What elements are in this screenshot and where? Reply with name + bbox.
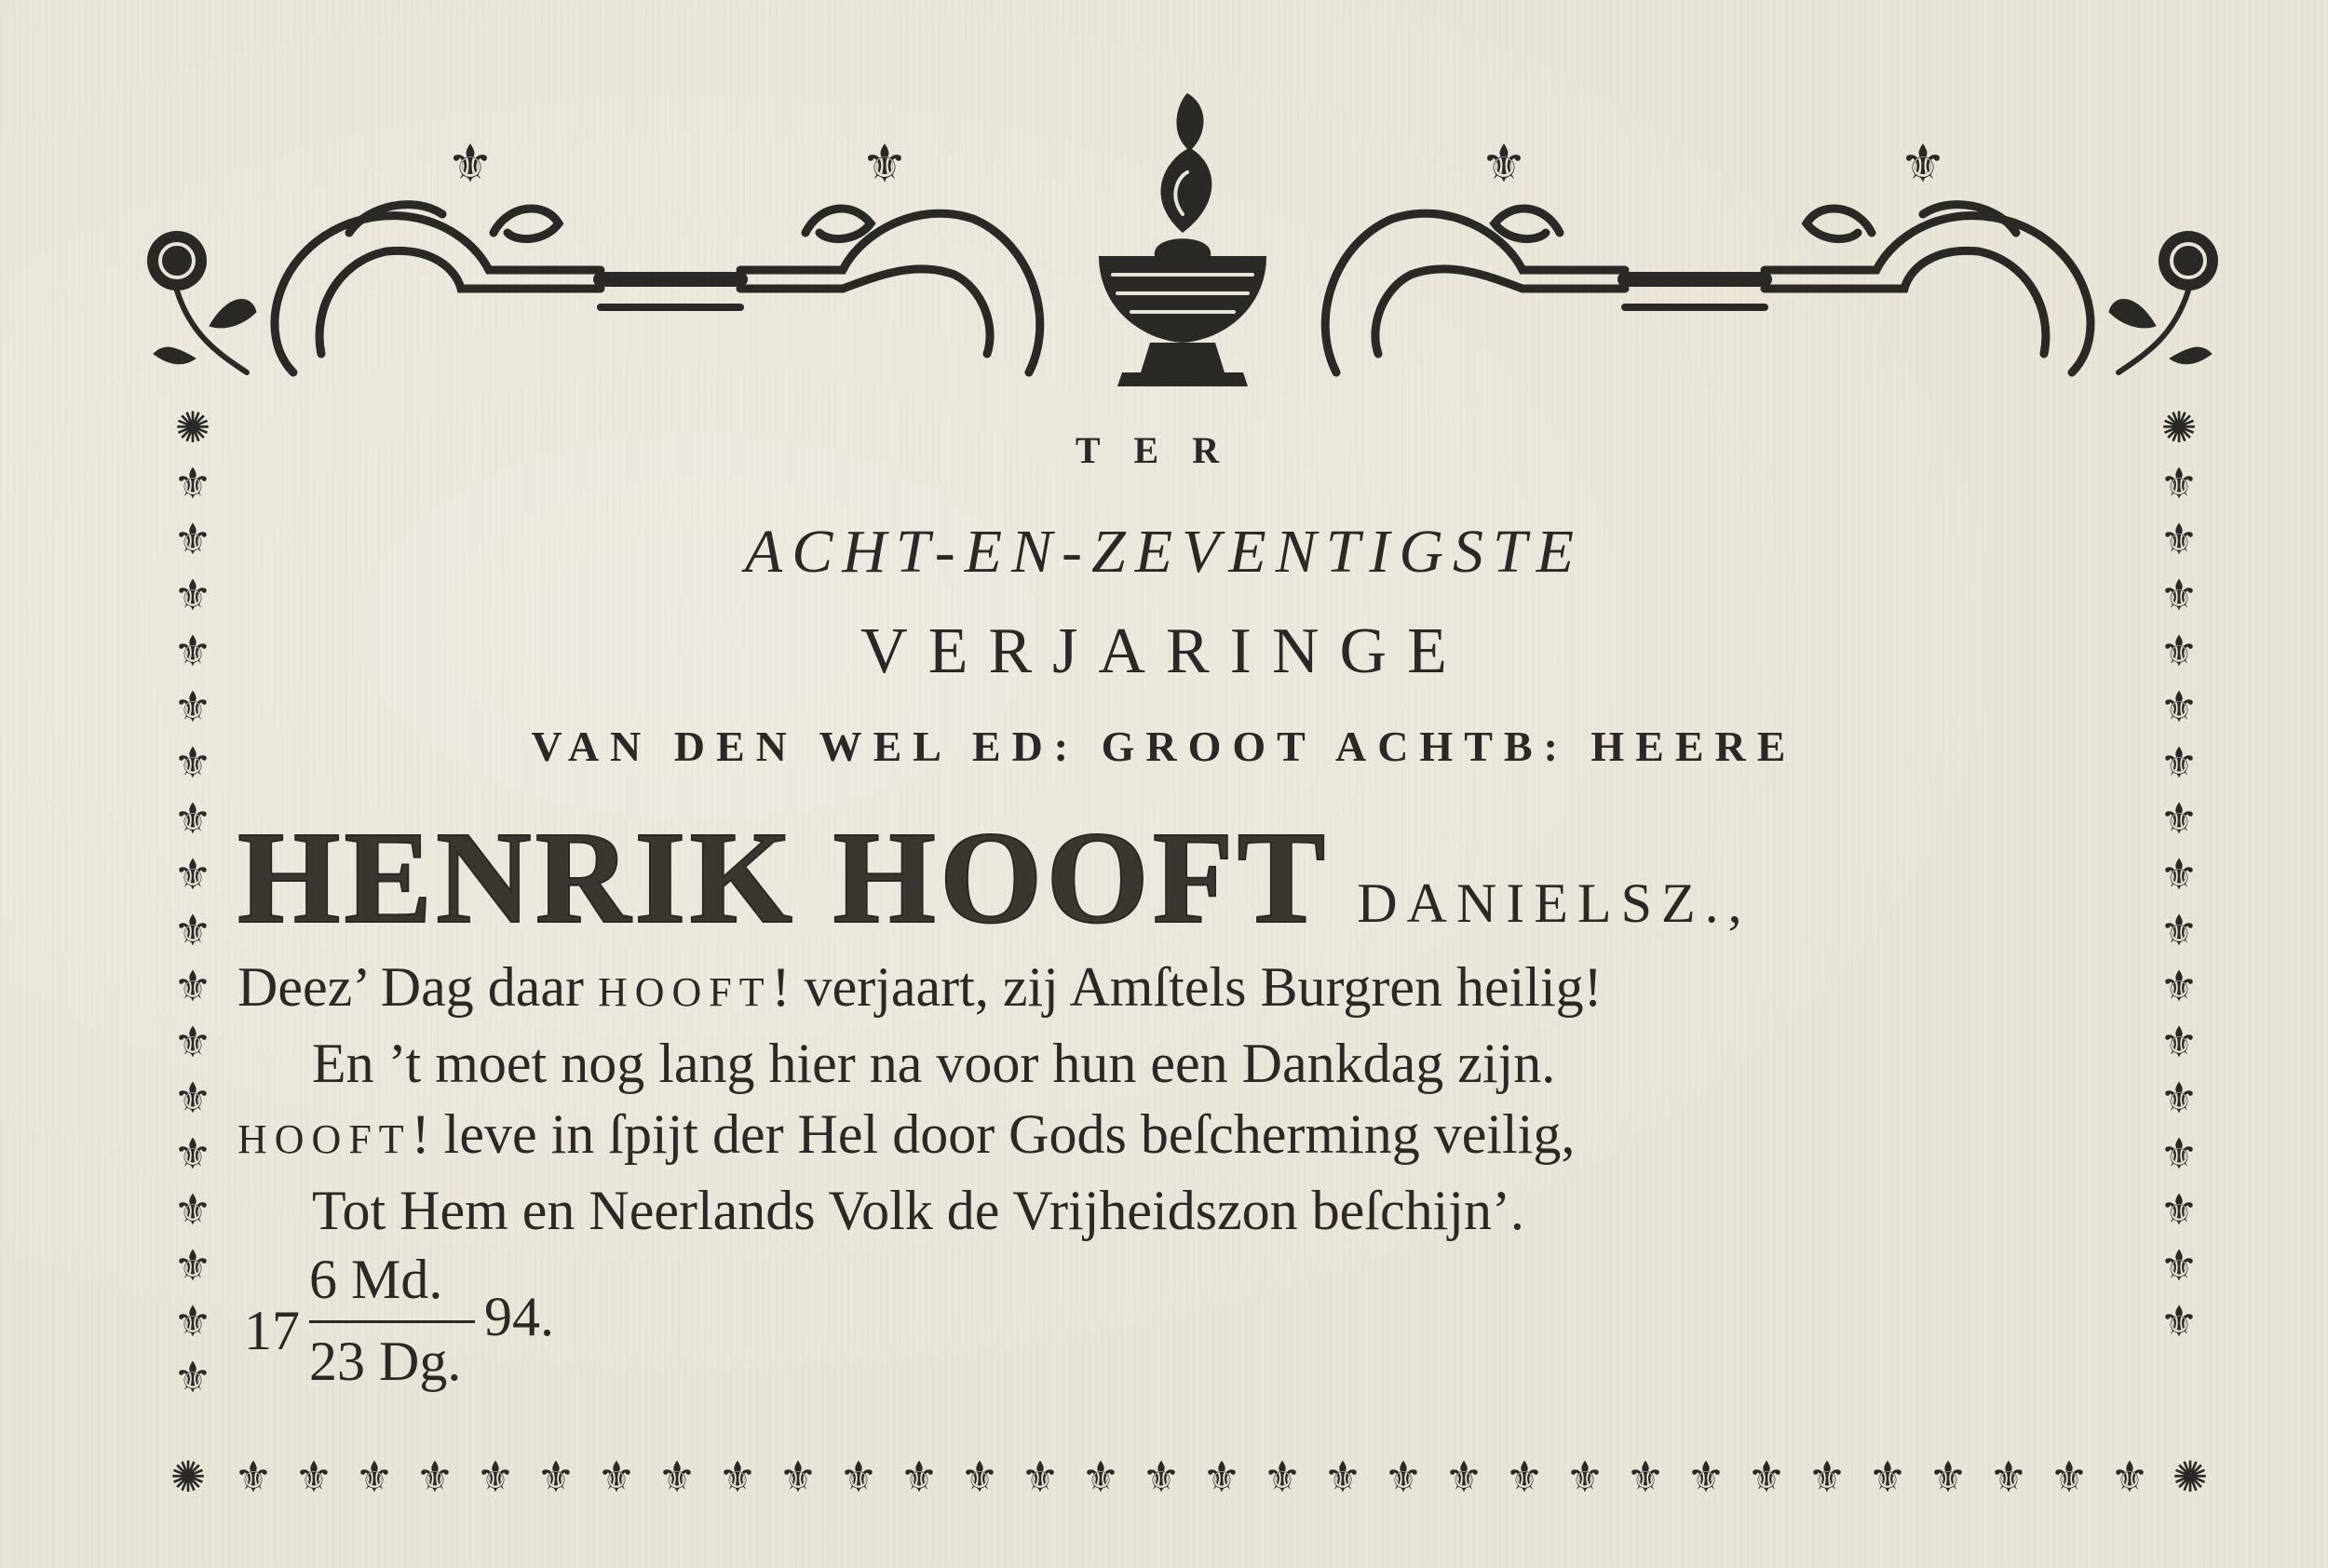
svg-text:⚜: ⚜ [1263,1452,1302,1502]
border-bottom [151,1434,2227,1518]
heading-title: VERJARINGE [860,615,1468,687]
svg-text:⚜: ⚜ [415,1452,454,1502]
svg-text:⚜: ⚜ [1021,1452,1060,1502]
fleur-de-lis-icon: ⚜ [446,134,494,195]
svg-text:⚜: ⚜ [1081,1452,1120,1502]
svg-text:⚜: ⚜ [1142,1452,1181,1502]
svg-text:⚜: ⚜ [2159,1017,2199,1067]
fleur-de-lis-icon: ⚜ [1480,134,1528,195]
heading-honorific: VAN DEN WEL ED: GROOT ACHTB: HEERE [531,723,1797,770]
svg-text:⚜: ⚜ [2159,458,2199,508]
person-name: HENRIK HOOFT [237,804,1330,951]
svg-text:⚜: ⚜ [1202,1452,1241,1502]
poem-line-4: Tot Hem en Neerlands Volk de Vrijheidszon beſchijn’. [312,1180,1524,1241]
date-month: 6 Md. [309,1249,443,1310]
poem [237,952,2137,1246]
svg-text:⚜: ⚜ [476,1452,515,1502]
svg-text:⚜: ⚜ [2110,1452,2149,1502]
svg-text:⚜: ⚜ [173,1073,212,1123]
svg-text:⚜: ⚜ [2159,514,2199,564]
svg-text:⚜: ⚜ [355,1452,394,1502]
svg-text:⚜: ⚜ [173,1240,212,1291]
svg-text:⚜: ⚜ [1626,1452,1665,1502]
poem-line-3: HOOFT! leve in ſpijt der Hel door Gods beſcherming veilig, [237,1103,1576,1165]
svg-text:⚜: ⚜ [2159,1073,2199,1123]
svg-text:⚜: ⚜ [536,1452,575,1502]
svg-text:⚜: ⚜ [778,1452,818,1502]
svg-text:⚜: ⚜ [173,458,212,508]
svg-text:⚜: ⚜ [173,737,212,788]
svg-text:⚜: ⚜ [2159,737,2199,788]
svg-text:⚜: ⚜ [597,1452,636,1502]
poem-line-1: Deez’ Dag daar HOOFT! verjaart, zij Amſtels Burgren heilig! [237,956,1603,1018]
svg-text:⚜: ⚜ [294,1452,333,1502]
svg-text:⚜: ⚜ [1686,1452,1726,1502]
heading-ter: TER [1075,429,1253,471]
svg-text:⚜: ⚜ [1505,1452,1544,1502]
rose-ornament-left [147,231,256,372]
svg-text:⚜: ⚜ [1807,1452,1847,1502]
svg-text:⚜: ⚜ [1444,1452,1483,1502]
svg-text:⚜: ⚜ [2159,682,2199,732]
svg-text:⚜: ⚜ [173,793,212,844]
svg-text:⚜: ⚜ [173,626,212,676]
svg-text:⚜: ⚜ [900,1452,939,1502]
svg-text:⚜: ⚜ [718,1452,757,1502]
svg-text:⚜: ⚜ [234,1452,273,1502]
svg-text:⚜: ⚜ [1384,1452,1423,1502]
rosette-icon: ✺ [174,402,211,453]
date-year-right: 94. [484,1286,554,1347]
date-divider [309,1320,475,1323]
svg-text:⚜: ⚜ [2159,793,2199,844]
urn-ornament [1099,93,1266,386]
svg-text:⚜: ⚜ [657,1452,697,1502]
svg-text:⚜: ⚜ [2159,570,2199,620]
svg-text:⚜: ⚜ [960,1452,999,1502]
svg-text:⚜: ⚜ [1323,1452,1362,1502]
svg-text:⚜: ⚜ [1989,1452,2028,1502]
svg-text:⚜: ⚜ [1565,1452,1604,1502]
svg-text:⚜: ⚜ [2159,1296,2199,1346]
border-left [151,400,235,1443]
svg-text:⚜: ⚜ [173,1296,212,1346]
svg-text:⚜: ⚜ [2159,1240,2199,1291]
svg-text:⚜: ⚜ [2159,905,2199,955]
date-day: 23 Dg. [309,1331,462,1392]
fleur-de-lis-icon: ⚜ [1899,134,1947,195]
person-name-line [237,801,2137,953]
date-year-left: 17 [244,1300,300,1361]
poem-line-2: En ’t moet nog lang hier na voor hun een Dankdag zijn. [312,1033,1556,1094]
fleur-de-lis-icon: ⚜ [860,134,909,195]
date-block [244,1248,598,1406]
svg-text:⚜: ⚜ [173,1129,212,1179]
svg-text:⚜: ⚜ [1929,1452,1968,1502]
svg-text:⚜: ⚜ [173,1352,212,1402]
svg-text:⚜: ⚜ [173,1184,212,1235]
svg-text:⚜: ⚜ [173,570,212,620]
svg-text:⚜: ⚜ [1868,1452,1907,1502]
rosette-icon: ✺ [2172,1452,2209,1502]
rosette-icon: ✺ [169,1452,207,1502]
svg-text:⚜: ⚜ [2159,961,2199,1011]
rose-ornament-right [2109,231,2218,372]
svg-text:⚜: ⚜ [2159,849,2199,899]
svg-text:⚜: ⚜ [173,682,212,732]
svg-text:⚜: ⚜ [173,849,212,899]
heading-ordinal: ACHT-EN-ZEVENTIGSTE [744,518,1584,586]
svg-text:⚜: ⚜ [173,905,212,955]
person-name-suffix: DANIELSZ., [1357,872,1752,934]
svg-text:⚜: ⚜ [173,514,212,564]
svg-text:⚜: ⚜ [173,961,212,1011]
svg-text:⚜: ⚜ [173,1017,212,1067]
svg-text:⚜: ⚜ [2050,1452,2089,1502]
rosette-icon: ✺ [2160,402,2198,453]
svg-text:⚜: ⚜ [2159,1184,2199,1235]
svg-text:⚜: ⚜ [2159,1129,2199,1179]
svg-text:⚜: ⚜ [839,1452,878,1502]
top-ornament [135,93,2230,410]
border-right [2137,400,2221,1443]
svg-text:⚜: ⚜ [1747,1452,1786,1502]
svg-text:⚜: ⚜ [2159,626,2199,676]
